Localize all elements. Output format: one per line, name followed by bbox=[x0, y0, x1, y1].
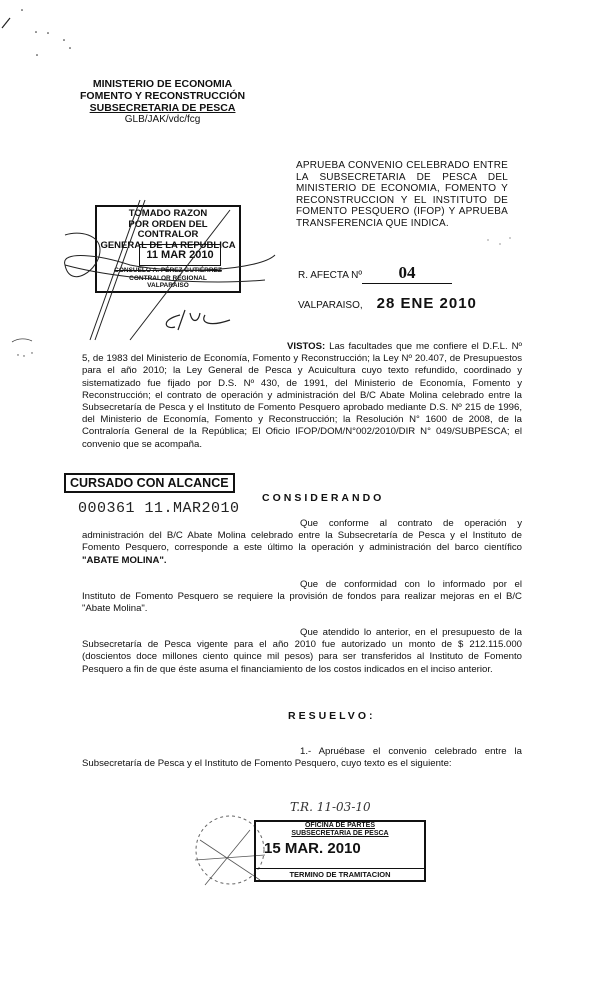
stamp-date: 11 MAR 2010 bbox=[139, 244, 221, 266]
ministry-name-2: FOMENTO Y RECONSTRUCCIÓN bbox=[80, 90, 246, 102]
considerando-text: Que de conformidad con lo informado por el Instituto de Fomento Pesquero se requiere la provisión de fondos para realizar mejoras en el B/C "Abate Molina". bbox=[82, 579, 522, 615]
office-line-1: OFICINA DE PARTES bbox=[304, 822, 375, 829]
office-stamp-date: 15 MAR. 2010 bbox=[264, 840, 361, 857]
resuelvo-heading: RESUELVO: bbox=[288, 710, 376, 722]
cursado-number: 000361 bbox=[78, 500, 136, 517]
signer-title: CONTRALOR REGIONAL bbox=[129, 274, 207, 282]
ministry-name: MINISTERIO DE ECONOMIA bbox=[92, 78, 233, 90]
resolution-number: 04 bbox=[362, 263, 452, 284]
considerando-text: Que atendido lo anterior, en el presupuesto de la Subsecretaría de Pesca vigente para el año 2010 fue autorizado un monto de $ 212.115.000 (doscientos doce millones ciento quince mil pesos) para ser transferidos al Instituto de Fomento Pesquero a fin de que éste asuma el financiamiento de los costos indicados en el inciso anterior. bbox=[82, 627, 522, 675]
handwritten-note: T.R. 11-03-10 bbox=[290, 800, 371, 814]
cursado-stamp: CURSADO CON ALCANCE bbox=[64, 473, 235, 493]
vistos-label: VISTOS: bbox=[287, 341, 326, 352]
office-line-2: SUBSECRETARIA DE PESCA bbox=[291, 830, 389, 837]
considerando-text: Que conforme al contrato de operación y administración del B/C Abate Molina celebrado entre la Subsecretaría de Pesca y el Instituto de Fomento Pesquero, corresponde a este último la operación y administración del barco científico bbox=[82, 518, 522, 554]
reference-initials: GLB/JAK/vdc/fcg bbox=[124, 114, 201, 125]
resolution-city: VALPARAISO, bbox=[298, 300, 363, 311]
ship-name: "ABATE MOLINA". bbox=[82, 554, 167, 566]
resolution-label: R. AFECTA Nº bbox=[298, 270, 363, 281]
considerando-heading: CONSIDERANDO bbox=[262, 492, 385, 504]
vistos-text: Las facultades que me confiere el D.F.L. Nº 5, de 1983 del Ministerio de Economía, Fomento y Reconstrucción; la Ley Nº 20.407, de Presupuestos para el año 2010; la Ley General de Pesca y Acuicultura cuyo texto refundido, coordinado y sistematizado fue fijado por D.S. Nº 430, de 1991, del Ministerio de Economía, Fomento y Reconstrucción; el contrato de operación y administración del B/C Abate Molina celebrado entre la Subsecretaría de Pesca y el Instituto de Fomento Pesquero aprobado mediante D.S. Nº 215 de 1996, del Ministerio de Economía, Fomento y Reconstrucción; la Resolución N° 1600 de 2008, de la Contraloría General de la República; El Oficio IFOP/DOM/N°002/2010/DIR N° 049/SUBPESCA; el convenio que se acompaña. bbox=[82, 341, 523, 450]
stamp-line-2: POR ORDEN DEL CONTRALOR bbox=[128, 218, 208, 240]
signer-city: VALPARAISO bbox=[147, 282, 189, 289]
stamp-line-1: TOMADO RAZON bbox=[128, 208, 208, 219]
cursado-date: 11.MAR2010 bbox=[144, 500, 240, 517]
signer-name: CONSUELO A. PÉREZ GUTIÉRREZ bbox=[114, 267, 222, 274]
resolution-title: APRUEBA CONVENIO CELEBRADO ENTRE LA SUBSECRETARIA DE PESCA DEL MINISTERIO DE ECONOMIA, FOMENTO Y RECONSTRUCCION Y EL INSTITUTO DE FOMENTO PESQUERO (IFOP) Y APRUEBA TRANSFERENCIA QUE INDICA. bbox=[296, 160, 508, 229]
office-stamp-footer: TERMINO DE TRAMITACION bbox=[256, 868, 424, 880]
resuelvo-text: 1.- Apruébase el convenio celebrado entre la Subsecretaría de Pesca y el Instituto de Fomento Pesquero, cuyo texto es el siguiente: bbox=[82, 746, 522, 770]
resolution-date: 28 ENE 2010 bbox=[376, 295, 477, 312]
subsecretaria-name: SUBSECRETARIA DE PESCA bbox=[89, 102, 236, 114]
stamp-line-3: GENERAL DE LA REPUBLICA bbox=[100, 239, 236, 251]
